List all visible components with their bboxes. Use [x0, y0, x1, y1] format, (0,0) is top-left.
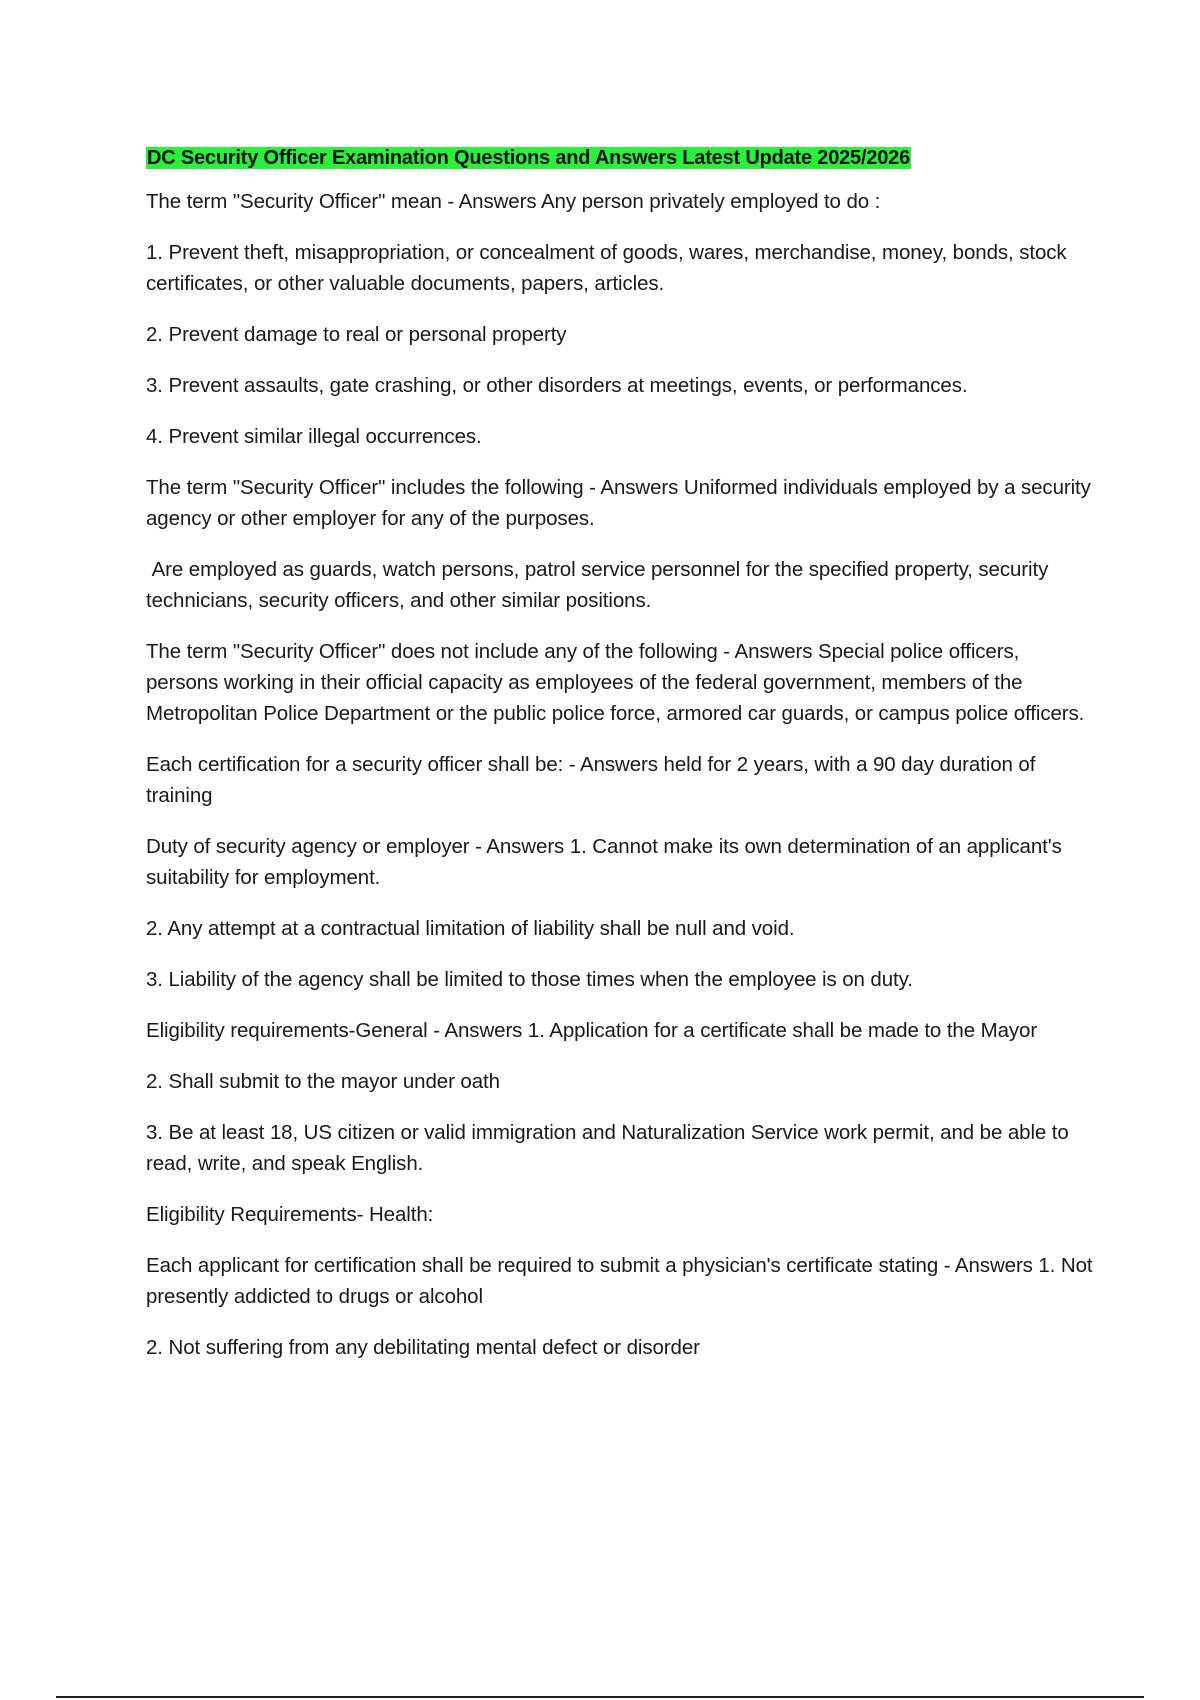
title-line	[146, 144, 1096, 172]
paragraph-4: 3. Prevent assaults, gate crashing, or other disorders at meetings, events, or performances.	[146, 374, 968, 397]
paragraph-2: 1. Prevent theft, misappropriation, or concealment of goods, wares, merchandise, money, bonds, stock certificates, or other valuable documents, papers, articles.	[146, 241, 1067, 295]
paragraph-13: Eligibility requirements-General - Answers 1. Application for a certificate shall be made to the Mayor	[146, 1019, 1038, 1042]
paragraph-11: 2. Any attempt at a contractual limitation of liability shall be null and void.	[146, 917, 795, 940]
paragraph-17: Each applicant for certification shall be required to submit a physician's certificate stating - Answers 1. Not presently addicted to drugs or alcohol	[146, 1254, 1093, 1308]
paragraph-5: 4. Prevent similar illegal occurrences.	[146, 425, 482, 448]
paragraph-18: 2. Not suffering from any debilitating mental defect or disorder	[146, 1336, 700, 1359]
paragraph-15: 3. Be at least 18, US citizen or valid immigration and Naturalization Service work permit, and be able to read, write, and speak English.	[146, 1121, 1069, 1175]
paragraph-14: 2. Shall submit to the mayor under oath	[146, 1070, 500, 1093]
paragraph-6: The term "Security Officer" includes the following - Answers Uniformed individuals employed by a security agency or other employer for any of the purposes.	[146, 476, 1091, 530]
footer-divider	[56, 1696, 1144, 1698]
paragraph-9: Each certification for a security officer shall be: - Answers held for 2 years, with a 90 day duration of training	[146, 753, 1036, 807]
paragraph-1: The term "Security Officer" mean - Answers Any person privately employed to do :	[146, 190, 881, 213]
paragraph-8: The term "Security Officer" does not include any of the following - Answers Special police officers, persons working in their official capacity as employees of the federal government, members of the Metropolitan Police Department or the public police force, armored car guards, or campus police officers.	[146, 640, 1085, 725]
paragraph-3: 2. Prevent damage to real or personal property	[146, 323, 567, 346]
document-body	[146, 144, 1096, 1383]
paragraph-7: Are employed as guards, watch persons, patrol service personnel for the specified property, security technicians, security officers, and other similar positions.	[146, 558, 1054, 612]
paragraph-16: Eligibility Requirements- Health:	[146, 1203, 434, 1226]
document-title: DC Security Officer Examination Questions and Answers Latest Update 2025/2026	[147, 147, 911, 169]
paragraph-10: Duty of security agency or employer - Answers 1. Cannot make its own determination of an applicant's suitability for employment.	[146, 835, 1062, 889]
paragraph-12: 3. Liability of the agency shall be limited to those times when the employee is on duty.	[146, 968, 913, 991]
